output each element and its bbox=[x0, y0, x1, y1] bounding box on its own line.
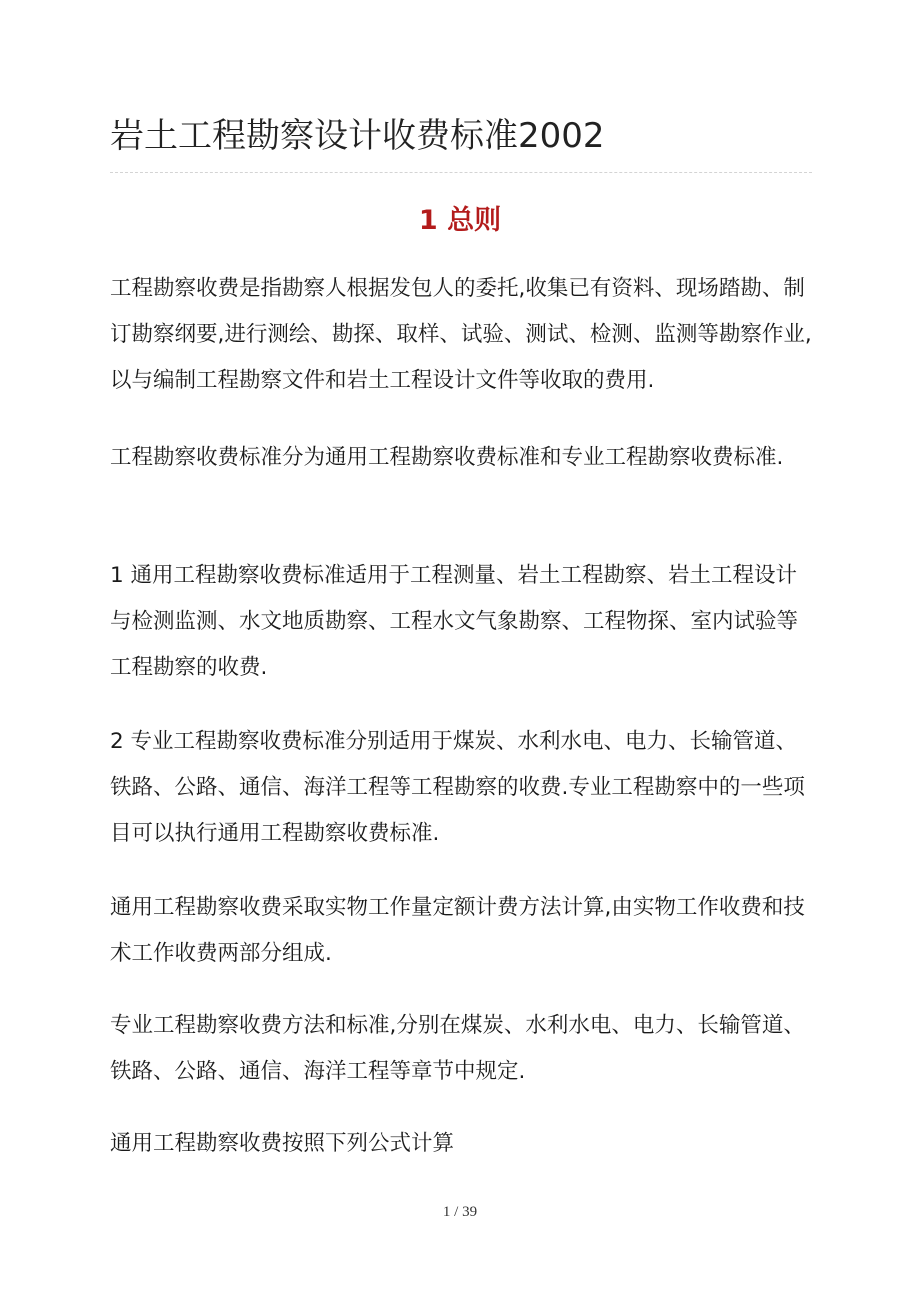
section-heading: 1 总则 bbox=[418, 205, 502, 236]
paragraph: 2 专业工程勘察收费标准分别适用于煤炭、水利水电、电力、长输管道、铁路、公路、通信、海洋工程等工程勘察的收费.专业工程勘察中的一些项目可以执行通用工程勘察收费标准. bbox=[110, 729, 805, 846]
paragraph: 通用工程勘察收费采取实物工作量定额计费方法计算,由实物工作收费和技术工作收费两部分组成. bbox=[110, 895, 805, 966]
paragraph: 工程勘察收费标准分为通用工程勘察收费标准和专业工程勘察收费标准. bbox=[110, 445, 784, 470]
paragraph: 通用工程勘察收费按照下列公式计算 bbox=[110, 1131, 455, 1156]
document-title: 岩土工程勘察设计收费标准2002 bbox=[110, 116, 605, 156]
paragraph: 专业工程勘察收费方法和标准,分别在煤炭、水利水电、电力、长输管道、铁路、公路、通信、海洋工程等章节中规定. bbox=[110, 1013, 805, 1084]
paragraph: 1 通用工程勘察收费标准适用于工程测量、岩土工程勘察、岩土工程设计与检测监测、水文地质勘察、工程水文气象勘察、工程物探、室内试验等工程勘察的收费. bbox=[110, 563, 799, 680]
title-divider bbox=[110, 172, 812, 173]
page-number: 1 / 39 bbox=[442, 1204, 478, 1220]
paragraph: 工程勘察收费是指勘察人根据发包人的委托,收集已有资料、现场踏勘、制订勘察纲要,进行测绘、勘探、取样、试验、测试、检测、监测等勘察作业,以与编制工程勘察文件和岩土工程设计文件等收取的费用. bbox=[110, 276, 812, 393]
